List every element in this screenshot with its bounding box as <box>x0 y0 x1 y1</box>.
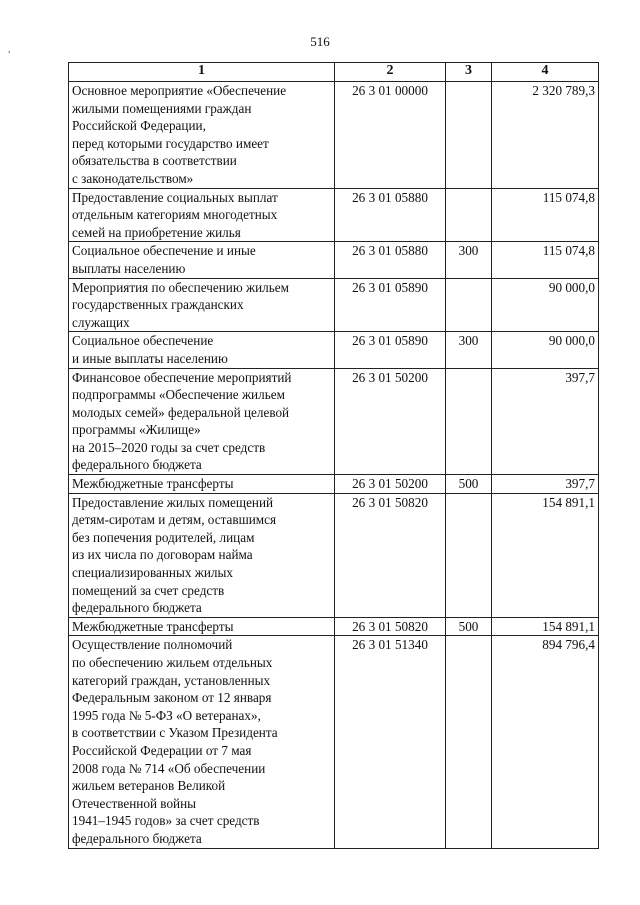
row-code: 26 3 01 05880 <box>335 242 446 278</box>
row-expense-type: 300 <box>446 242 492 278</box>
row-code: 26 3 01 50200 <box>335 475 446 494</box>
row-code: 26 3 01 05890 <box>335 278 446 332</box>
row-amount: 90 000,0 <box>492 278 599 332</box>
row-name: Осуществление полномочий по обеспечению жильем отдельных категорий граждан, установленных Федеральным законом от 12 января 1995 года № 5-ФЗ «О ветеранах», в соответствии с Указом Президента Российской Федерации от 7 мая 2008 года № 714 «Об обеспечении жильем ветеранов Великой Отечественной войны 1941–1945 годов» за счет средств федерального бюджета <box>69 636 335 848</box>
row-amount: 2 320 789,3 <box>492 82 599 189</box>
row-code: 26 3 01 50200 <box>335 368 446 475</box>
header-col-3: 3 <box>446 63 492 82</box>
row-code: 26 3 01 51340 <box>335 636 446 848</box>
row-name: Социальное обеспечение и иные выплаты населению <box>69 332 335 368</box>
row-code: 26 3 01 05880 <box>335 188 446 242</box>
row-expense-type <box>446 368 492 475</box>
row-expense-type <box>446 82 492 189</box>
row-name: Межбюджетные трансферты <box>69 617 335 636</box>
row-amount: 154 891,1 <box>492 617 599 636</box>
table-row <box>69 278 599 332</box>
row-name: Основное мероприятие «Обеспечение жилыми помещениями граждан Российской Федерации, перед которыми государство имеет обязательства в соответствии с законодательством» <box>69 82 335 189</box>
row-name: Предоставление жилых помещений детям-сиротам и детям, оставшимся без попечения родителей, лицам из их числа по договорам найма специализированных жилых помещений за счет средств федерального бюджета <box>69 493 335 617</box>
row-code: 26 3 01 00000 <box>335 82 446 189</box>
header-col-2: 2 <box>335 63 446 82</box>
row-name: Финансовое обеспечение мероприятий подпрограммы «Обеспечение жильем молодых семей» федеральной целевой программы «Жилище» на 2015–2020 годы за счет средств федерального бюджета <box>69 368 335 475</box>
row-code: 26 3 01 05890 <box>335 332 446 368</box>
row-name: Предоставление социальных выплат отдельным категориям многодетных семей на приобретение жилья <box>69 188 335 242</box>
table-row <box>69 475 599 494</box>
row-expense-type <box>446 636 492 848</box>
table-row <box>69 493 599 617</box>
budget-table <box>68 62 599 849</box>
table-row <box>69 82 599 189</box>
table-row <box>69 188 599 242</box>
row-expense-type <box>446 188 492 242</box>
row-expense-type: 500 <box>446 617 492 636</box>
row-code: 26 3 01 50820 <box>335 493 446 617</box>
row-expense-type <box>446 278 492 332</box>
table-header-row <box>69 63 599 82</box>
stray-mark: , <box>8 44 11 55</box>
row-amount: 397,7 <box>492 475 599 494</box>
table-row <box>69 617 599 636</box>
row-name: Мероприятия по обеспечению жильем государственных гражданских служащих <box>69 278 335 332</box>
row-name: Социальное обеспечение и иные выплаты населению <box>69 242 335 278</box>
header-col-1: 1 <box>69 63 335 82</box>
row-expense-type <box>446 493 492 617</box>
row-amount: 397,7 <box>492 368 599 475</box>
row-amount: 115 074,8 <box>492 242 599 278</box>
row-amount: 894 796,4 <box>492 636 599 848</box>
row-expense-type: 300 <box>446 332 492 368</box>
row-code: 26 3 01 50820 <box>335 617 446 636</box>
table-row <box>69 332 599 368</box>
row-expense-type: 500 <box>446 475 492 494</box>
row-amount: 90 000,0 <box>492 332 599 368</box>
row-amount: 115 074,8 <box>492 188 599 242</box>
row-name: Межбюджетные трансферты <box>69 475 335 494</box>
table-row <box>69 636 599 848</box>
header-col-4: 4 <box>492 63 599 82</box>
table-row <box>69 368 599 475</box>
table-row <box>69 242 599 278</box>
page-number: 516 <box>310 34 330 49</box>
row-amount: 154 891,1 <box>492 493 599 617</box>
